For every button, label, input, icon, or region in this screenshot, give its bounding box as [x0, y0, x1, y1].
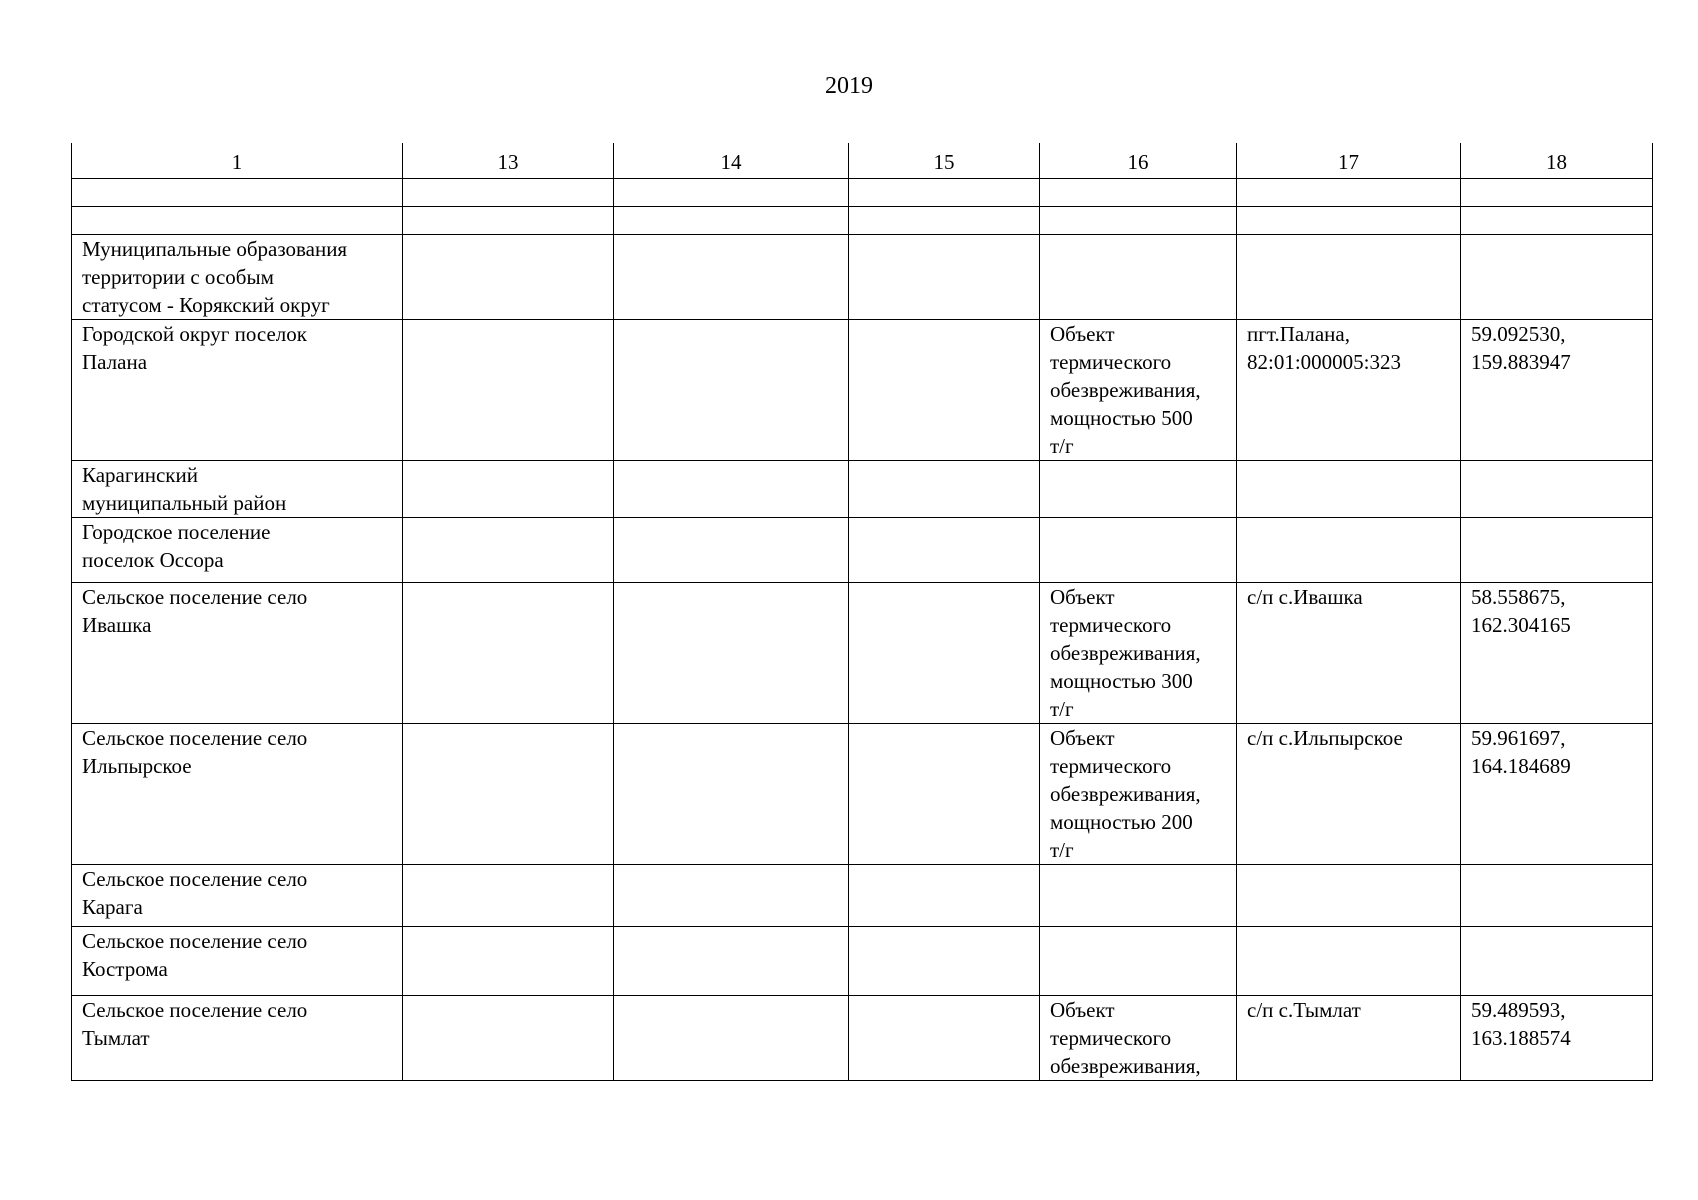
coordinates-text: 58.558675, 162.304165 — [1471, 585, 1571, 637]
municipality-cell — [72, 996, 403, 1081]
table-cell — [1461, 179, 1653, 207]
object-cell — [1040, 235, 1237, 320]
table-cell — [849, 583, 1040, 724]
table-cell — [614, 320, 849, 461]
coordinates-text: 59.092530, 159.883947 — [1471, 322, 1571, 374]
column-header-14: 14 — [614, 144, 849, 179]
object-cell — [1040, 996, 1237, 1081]
table-cell — [1237, 179, 1461, 207]
table-cell — [849, 724, 1040, 865]
municipality-cell — [72, 235, 403, 320]
coordinates-cell — [1461, 724, 1653, 865]
municipality-name: Сельское поселение село Тымлат — [82, 998, 308, 1050]
table-cell — [849, 320, 1040, 461]
location-text: с/п с.Тымлат — [1247, 998, 1361, 1022]
object-cell — [1040, 320, 1237, 461]
location-cell — [1237, 461, 1461, 518]
location-text: с/п с.Ильпырское — [1247, 726, 1403, 750]
table-cell — [1461, 207, 1653, 235]
municipality-name: Сельское поселение село Ильпырское — [82, 726, 308, 778]
table-row — [72, 996, 1653, 1081]
location-cell — [1237, 320, 1461, 461]
municipality-cell — [72, 461, 403, 518]
table-cell — [72, 179, 403, 207]
column-header-13: 13 — [403, 144, 614, 179]
coordinates-cell — [1461, 927, 1653, 996]
table-cell — [72, 207, 403, 235]
object-cell — [1040, 518, 1237, 583]
location-cell — [1237, 518, 1461, 583]
table-row-blank — [72, 207, 1653, 235]
table-cell — [403, 207, 614, 235]
coordinates-cell — [1461, 461, 1653, 518]
municipality-cell — [72, 583, 403, 724]
municipality-cell — [72, 865, 403, 927]
table-cell — [849, 865, 1040, 927]
location-cell — [1237, 927, 1461, 996]
table-cell — [614, 724, 849, 865]
object-cell — [1040, 927, 1237, 996]
table-cell — [614, 179, 849, 207]
table-cell — [403, 724, 614, 865]
location-cell — [1237, 865, 1461, 927]
table-row-blank — [72, 179, 1653, 207]
table-row — [72, 461, 1653, 518]
object-description: Объект термического обезвреживания, мощностью 200 т/г — [1050, 726, 1201, 862]
column-header-1: 1 — [72, 144, 403, 179]
table-cell — [849, 235, 1040, 320]
object-description: Объект термического обезвреживания, мощностью 500 т/г — [1050, 322, 1201, 458]
table-cell — [403, 996, 614, 1081]
coordinates-cell — [1461, 583, 1653, 724]
table-cell — [849, 179, 1040, 207]
object-cell — [1040, 583, 1237, 724]
municipality-name: Карагинский муниципальный район — [82, 463, 287, 515]
table-cell — [403, 518, 614, 583]
table-cell — [1237, 207, 1461, 235]
municipality-cell — [72, 320, 403, 461]
coordinates-cell — [1461, 865, 1653, 927]
page-number: 2019 — [825, 73, 873, 99]
table-cell — [614, 583, 849, 724]
table-row — [72, 865, 1653, 927]
location-text: с/п с.Ивашка — [1247, 585, 1363, 609]
coordinates-text: 59.961697, 164.184689 — [1471, 726, 1571, 778]
coordinates-cell — [1461, 996, 1653, 1081]
table-cell — [403, 865, 614, 927]
table-cell — [614, 235, 849, 320]
object-cell — [1040, 865, 1237, 927]
table-cell — [614, 865, 849, 927]
object-cell — [1040, 724, 1237, 865]
municipality-cell — [72, 724, 403, 865]
table-cell — [403, 235, 614, 320]
municipality-name: Городской округ поселок Палана — [82, 322, 307, 374]
location-cell — [1237, 996, 1461, 1081]
table-cell — [403, 179, 614, 207]
table-cell — [403, 320, 614, 461]
table-cell — [849, 927, 1040, 996]
table-row — [72, 583, 1653, 724]
data-table — [71, 143, 1653, 1081]
table-cell — [614, 461, 849, 518]
column-header-15: 15 — [849, 144, 1040, 179]
municipality-name: Сельское поселение село Кострома — [82, 929, 308, 981]
table-cell — [614, 927, 849, 996]
table-row — [72, 518, 1653, 583]
table-row — [72, 320, 1653, 461]
coordinates-cell — [1461, 518, 1653, 583]
coordinates-cell — [1461, 320, 1653, 461]
header-row — [72, 144, 1653, 179]
municipality-cell — [72, 518, 403, 583]
object-description: Объект термического обезвреживания, мощностью 300 т/г — [1050, 585, 1201, 721]
location-cell — [1237, 724, 1461, 865]
coordinates-cell — [1461, 235, 1653, 320]
table-row — [72, 724, 1653, 865]
municipality-name: Муниципальные образования территории с особым статусом - Корякский округ — [82, 237, 348, 317]
table-cell — [849, 461, 1040, 518]
table-cell — [849, 207, 1040, 235]
table-cell — [849, 518, 1040, 583]
municipality-name: Городское поселение поселок Оссора — [82, 520, 271, 572]
table-cell — [1040, 179, 1237, 207]
table-cell — [403, 583, 614, 724]
table-cell — [403, 927, 614, 996]
object-cell — [1040, 461, 1237, 518]
column-header-17: 17 — [1237, 144, 1461, 179]
table-cell — [614, 996, 849, 1081]
municipality-name: Сельское поселение село Ивашка — [82, 585, 308, 637]
table-row — [72, 927, 1653, 996]
table-cell — [403, 461, 614, 518]
table-cell — [849, 996, 1040, 1081]
municipality-name: Сельское поселение село Карага — [82, 867, 308, 919]
location-text: пгт.Палана, 82:01:000005:323 — [1247, 322, 1402, 374]
column-header-18: 18 — [1461, 144, 1653, 179]
object-description: Объект термического обезвреживания, — [1050, 998, 1201, 1078]
table-cell — [614, 518, 849, 583]
column-header-16: 16 — [1040, 144, 1237, 179]
table-row — [72, 235, 1653, 320]
location-cell — [1237, 235, 1461, 320]
municipality-cell — [72, 927, 403, 996]
location-cell — [1237, 583, 1461, 724]
coordinates-text: 59.489593, 163.188574 — [1471, 998, 1571, 1050]
table-cell — [1040, 207, 1237, 235]
table-cell — [614, 207, 849, 235]
